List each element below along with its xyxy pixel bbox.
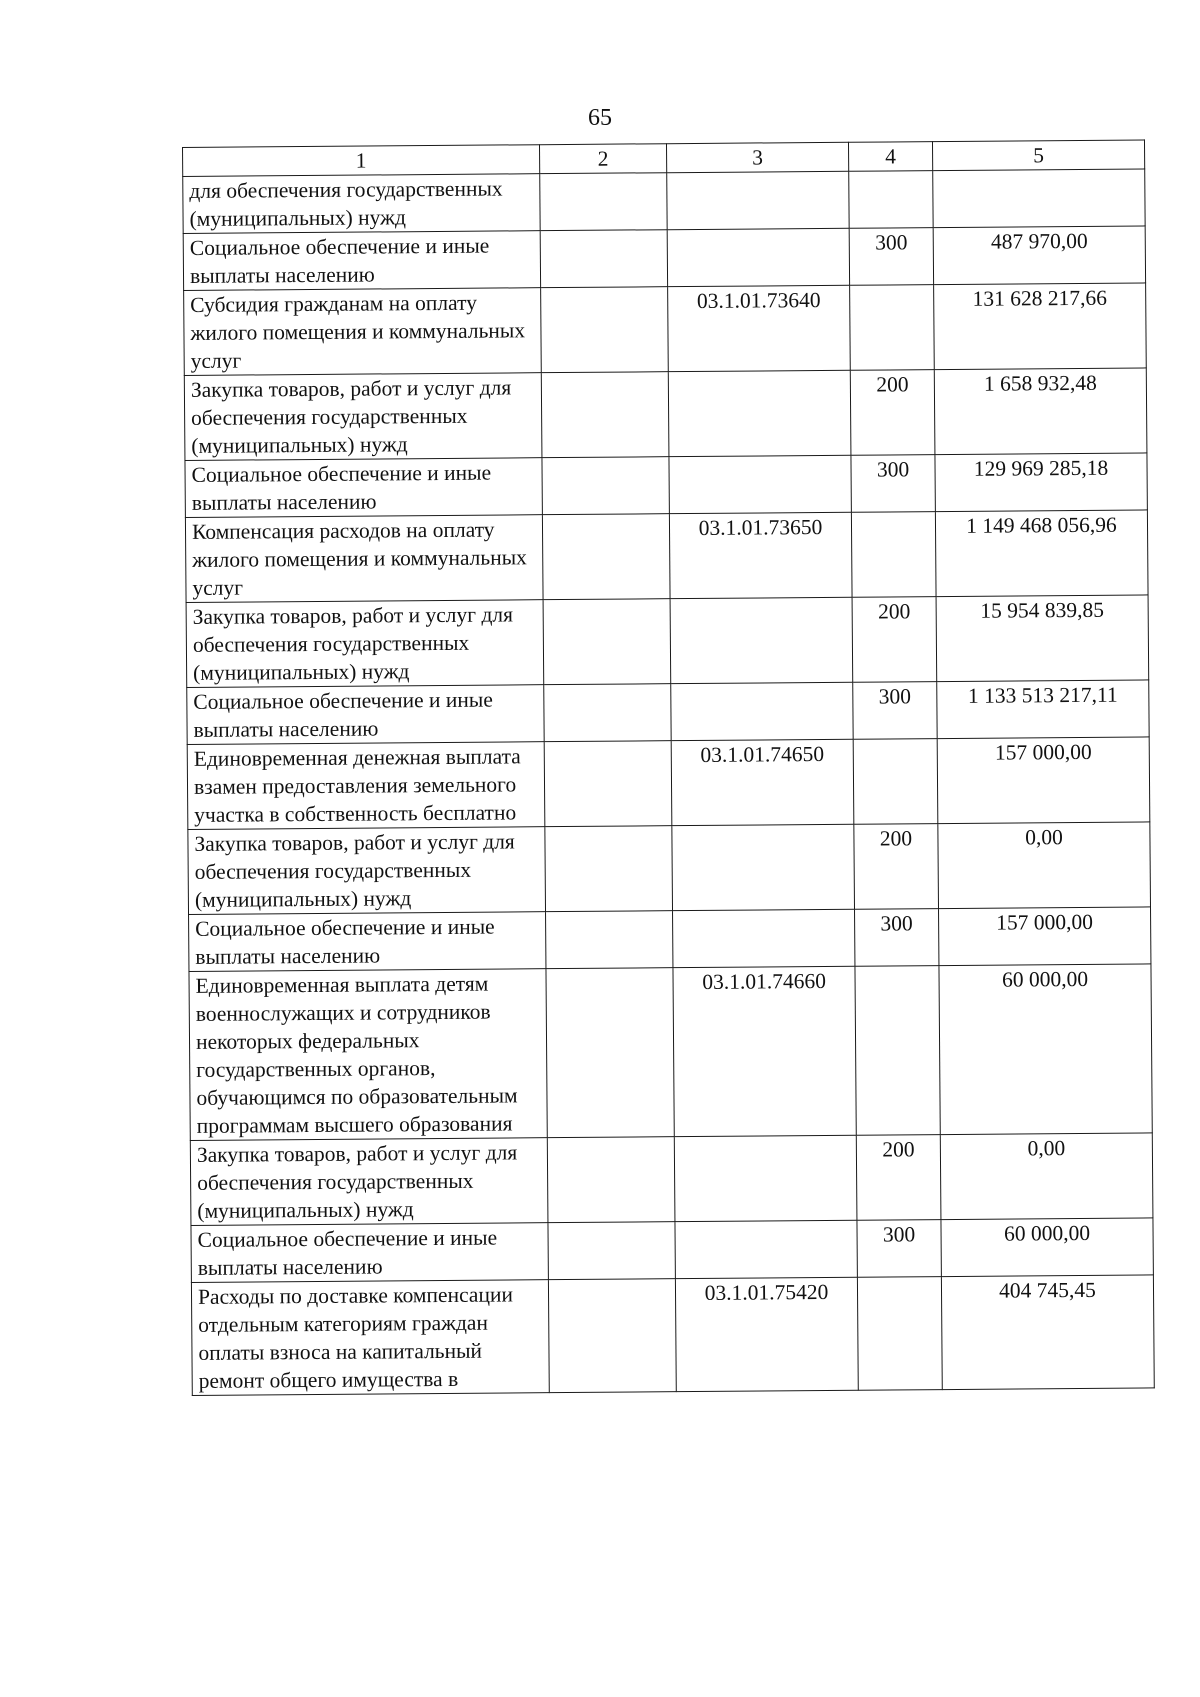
item-type	[851, 512, 936, 598]
item-name: Закупка товаров, работ и услуг для обеспечения государственных (муниципальных) нужд	[190, 1138, 548, 1226]
item-code	[667, 171, 849, 229]
item-amount: 157 000,00	[939, 907, 1151, 966]
item-col2	[546, 911, 673, 969]
item-code	[673, 909, 855, 967]
item-name: Социальное обеспечение и иные выплаты населению	[185, 458, 542, 518]
item-code: 03.1.01.74650	[671, 739, 854, 825]
item-name: Социальное обеспечение и иные выплаты населению	[183, 231, 540, 291]
item-type	[855, 966, 940, 1136]
item-amount: 129 969 285,18	[935, 453, 1147, 512]
page-number: 65	[588, 105, 612, 131]
item-code: 03.1.01.74660	[673, 966, 856, 1136]
item-type	[849, 171, 933, 229]
table-row	[183, 226, 1145, 291]
item-col2	[548, 1279, 676, 1393]
item-amount: 404 745,45	[941, 1275, 1154, 1390]
item-code	[668, 370, 851, 456]
item-type	[857, 1277, 942, 1391]
table-row	[189, 907, 1151, 972]
table-body	[183, 169, 1155, 1396]
item-name: Социальное обеспечение и иные выплаты населению	[187, 685, 544, 745]
item-amount: 1 149 468 056,96	[935, 510, 1148, 597]
item-code: 03.1.01.75420	[675, 1277, 858, 1391]
item-amount: 487 970,00	[933, 226, 1145, 285]
table-row	[184, 283, 1147, 376]
item-name: Социальное обеспечение и иные выплаты населению	[191, 1223, 548, 1283]
item-amount: 157 000,00	[937, 737, 1150, 824]
item-name: Единовременная денежная выплата взамен предоставления земельного участка в собственность бесплатно	[187, 742, 545, 830]
table-row	[190, 1133, 1153, 1226]
item-name: Закупка товаров, работ и услуг для обеспечения государственных (муниципальных) нужд	[188, 827, 546, 915]
item-amount: 131 628 217,66	[934, 283, 1147, 370]
item-name: для обеспечения государственных (муниципальных) нужд	[183, 174, 540, 234]
header-col-4: 4	[848, 142, 932, 172]
item-name: Закупка товаров, работ и услуг для обеспечения государственных (муниципальных) нужд	[184, 373, 542, 461]
item-type: 200	[854, 824, 939, 910]
item-amount: 0,00	[938, 822, 1151, 909]
item-col2	[543, 599, 671, 685]
item-name: Субсидия гражданам на оплату жилого помещения и коммунальных услуг	[184, 288, 542, 376]
item-amount: 1 133 513 217,11	[937, 680, 1149, 739]
table-row	[183, 169, 1145, 234]
item-col2	[542, 457, 669, 515]
table-row	[185, 453, 1147, 518]
item-col2	[547, 1137, 675, 1223]
item-type: 300	[849, 228, 933, 286]
item-code: 03.1.01.73640	[668, 285, 851, 371]
item-type	[850, 285, 935, 371]
item-code	[669, 455, 851, 513]
item-col2	[544, 741, 672, 827]
item-code	[667, 228, 849, 286]
table-row	[189, 964, 1152, 1141]
table-row	[186, 595, 1149, 688]
item-type: 300	[853, 682, 937, 740]
item-col2	[540, 230, 667, 288]
item-name: Социальное обеспечение и иные выплаты населению	[189, 912, 546, 972]
item-col2	[541, 287, 669, 373]
item-code: 03.1.01.73650	[669, 512, 852, 598]
item-type	[853, 739, 938, 825]
item-code	[675, 1220, 857, 1278]
item-type: 200	[856, 1135, 941, 1221]
item-col2	[545, 826, 673, 912]
item-col2	[546, 968, 674, 1138]
item-code	[672, 824, 855, 910]
item-code	[671, 682, 853, 740]
header-col-2: 2	[539, 144, 666, 174]
item-amount: 60 000,00	[939, 964, 1152, 1135]
item-name: Закупка товаров, работ и услуг для обеспечения государственных (муниципальных) нужд	[186, 600, 544, 688]
item-col2	[540, 173, 667, 231]
item-amount: 60 000,00	[941, 1218, 1153, 1277]
item-name: Единовременная выплата детям военнослужащих и сотрудников некоторых федеральных государственных органов, обучающимся по образовательным программам высшего образования	[189, 969, 547, 1141]
item-name: Расходы по доставке компенсации отдельным категориям граждан оплаты взноса на капитальный ремонт общего имущества в	[191, 1280, 549, 1396]
item-col2	[542, 514, 670, 600]
item-col2	[544, 684, 671, 742]
table-row	[184, 368, 1147, 461]
item-type: 200	[852, 597, 937, 683]
item-amount: 0,00	[940, 1133, 1153, 1220]
item-type: 300	[851, 455, 935, 513]
item-code	[670, 597, 853, 683]
header-col-1: 1	[183, 145, 540, 177]
item-type: 300	[857, 1220, 941, 1278]
item-type: 200	[850, 370, 935, 456]
item-type: 300	[855, 909, 939, 967]
item-col2	[548, 1222, 675, 1280]
item-col2	[541, 372, 669, 458]
table-row	[187, 680, 1149, 745]
header-col-5: 5	[932, 140, 1144, 171]
table-row	[191, 1275, 1154, 1396]
table-row	[188, 822, 1151, 915]
table-row	[191, 1218, 1153, 1283]
item-amount	[933, 169, 1145, 228]
item-code	[674, 1135, 857, 1221]
item-amount: 15 954 839,85	[936, 595, 1149, 682]
item-name: Компенсация расходов на оплату жилого помещения и коммунальных услуг	[185, 515, 543, 603]
item-amount: 1 658 932,48	[934, 368, 1147, 455]
table-row	[187, 737, 1150, 830]
table-row	[185, 510, 1148, 603]
budget-table	[182, 139, 1155, 1396]
header-col-3: 3	[666, 142, 848, 172]
